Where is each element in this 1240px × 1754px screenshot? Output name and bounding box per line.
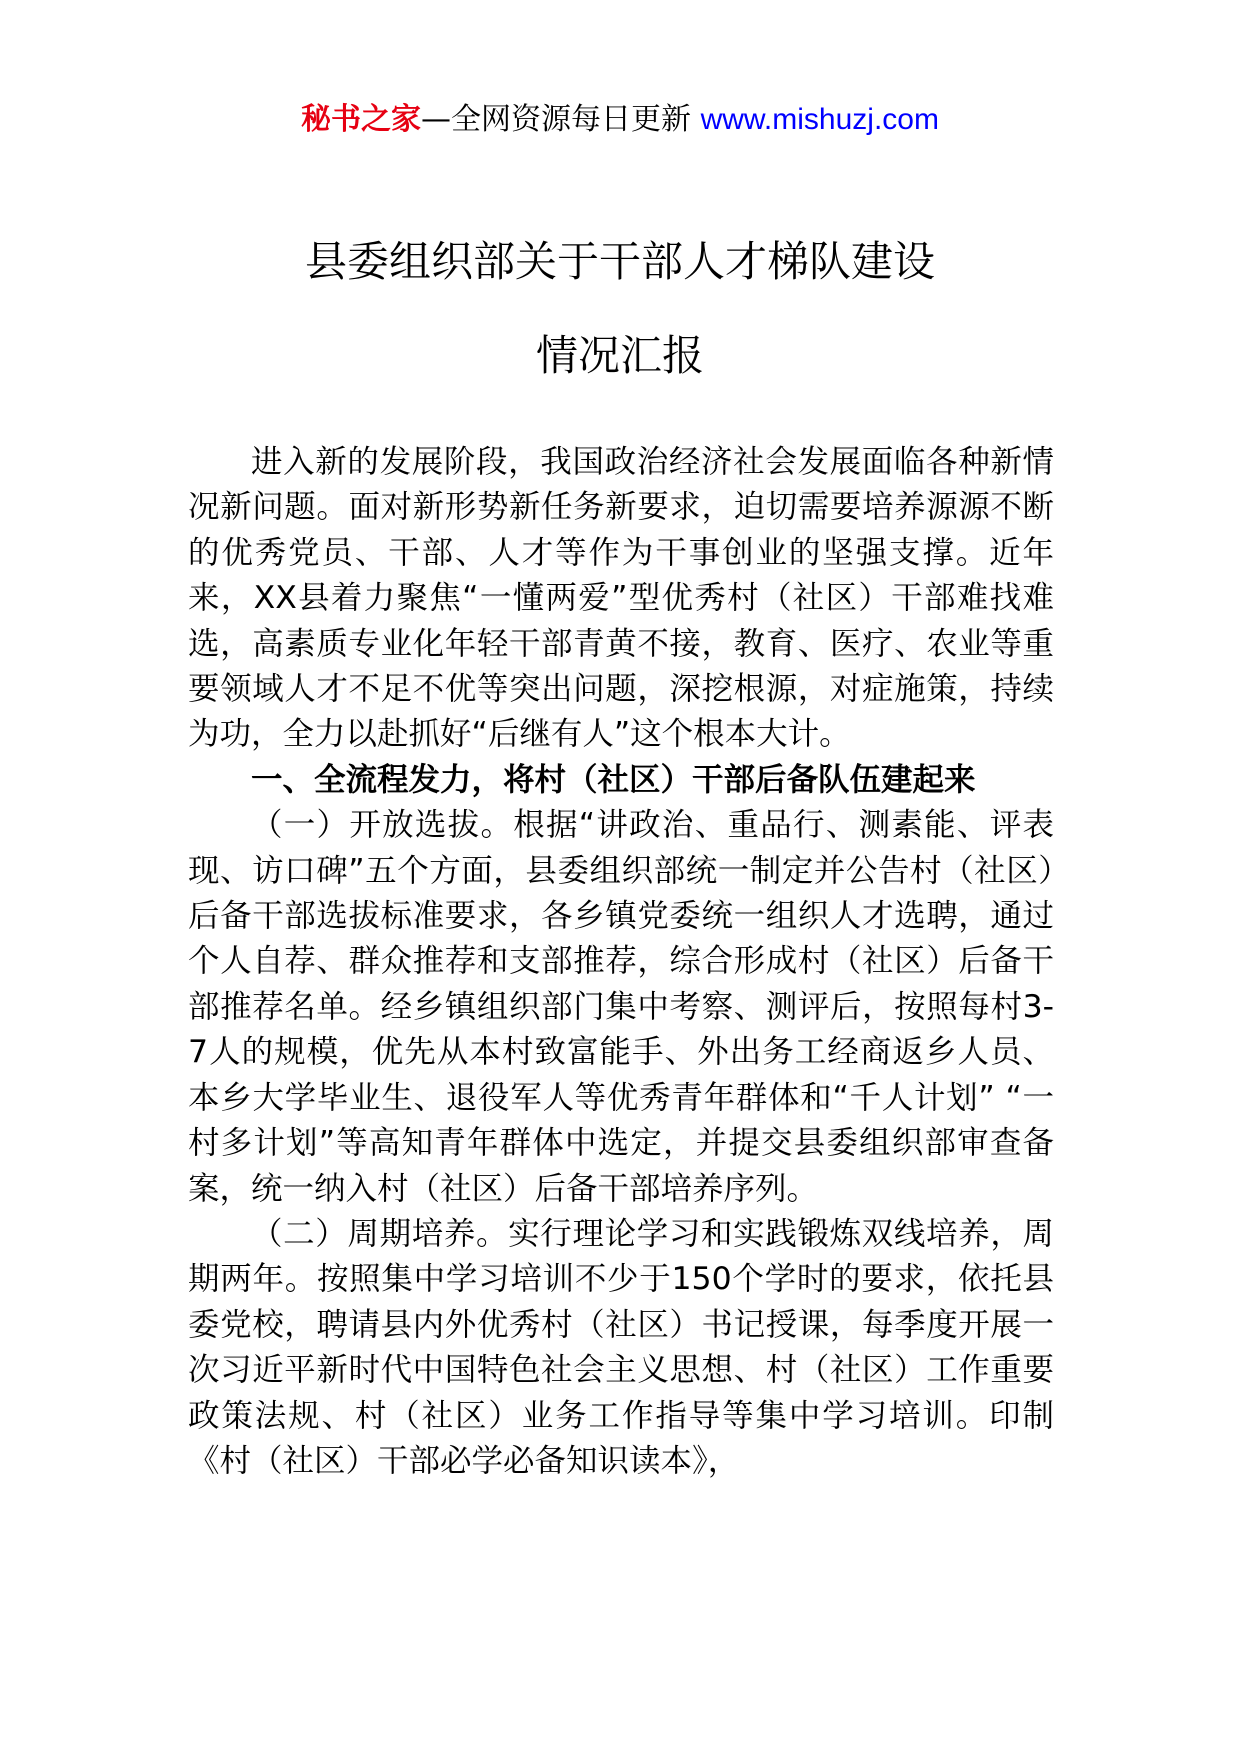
body-paragraph: （一）开放选拔。根据“讲政治、重品行、测素能、评表现、访口碑”五个方面，县委组织部统一制定并公告村（社区）后备干部选拔标准要求，各乡镇党委统一组织人才选聘，通过个人自荐、群众推荐和支部推荐，综合形成村（社区）后备干部推荐名单。经乡镇组织部门集中考察、测评后，按照每村3-7人的规模，优先从本村致富能手、外出务工经商返乡人员、本乡大学毕业生、退役军人等优秀青年群体和“千人计划” “一村多计划”等高知青年群体中选定，并提交县委组织部审查备案，统一纳入村（社区）后备干部培养序列。 (188, 807, 1054, 1207)
document-body (188, 440, 1054, 1484)
body-paragraph: （二）周期培养。实行理论学习和实践锻炼双线培养，周期两年。按照集中学习培训不少于150个学时的要求，依托县委党校，聘请县内外优秀村（社区）书记授课，每季度开展一次习近平新时代中国特色社会主义思想、村（社区）工作重要政策法规、村（社区）业务工作指导等集中学习培训。印制《村（社区）干部必学必备知识读本》， (188, 1215, 1054, 1479)
section-heading: 一、全流程发力，将村（社区）干部后备队伍建起来 (251, 761, 976, 798)
header-tagline: —全网资源每日更新 (421, 102, 692, 137)
website-link[interactable]: www.mishuzj.com (700, 103, 939, 136)
page-header (0, 100, 1240, 140)
document-title-line2: 情况汇报 (535, 331, 704, 380)
document-title-line1: 县委组织部关于干部人才梯队建设 (304, 237, 935, 286)
brand-name: 秘书之家 (301, 102, 422, 137)
intro-paragraph: 进入新的发展阶段，我国政治经济社会发展面临各种新情况新问题。面对新形势新任务新要求，迫切需要培养源源不断的优秀党员、干部、人才等作为干事创业的坚强支撑。近年来，XX县着力聚焦“一懂两爱”型优秀村（社区）干部难找难选，高素质专业化年轻干部青黄不接，教育、医疗、农业等重要领域人才不足不优等突出问题，深挖根源，对症施策，持续为功，全力以赴抓好“后继有人”这个根本大计。 (188, 444, 1054, 753)
